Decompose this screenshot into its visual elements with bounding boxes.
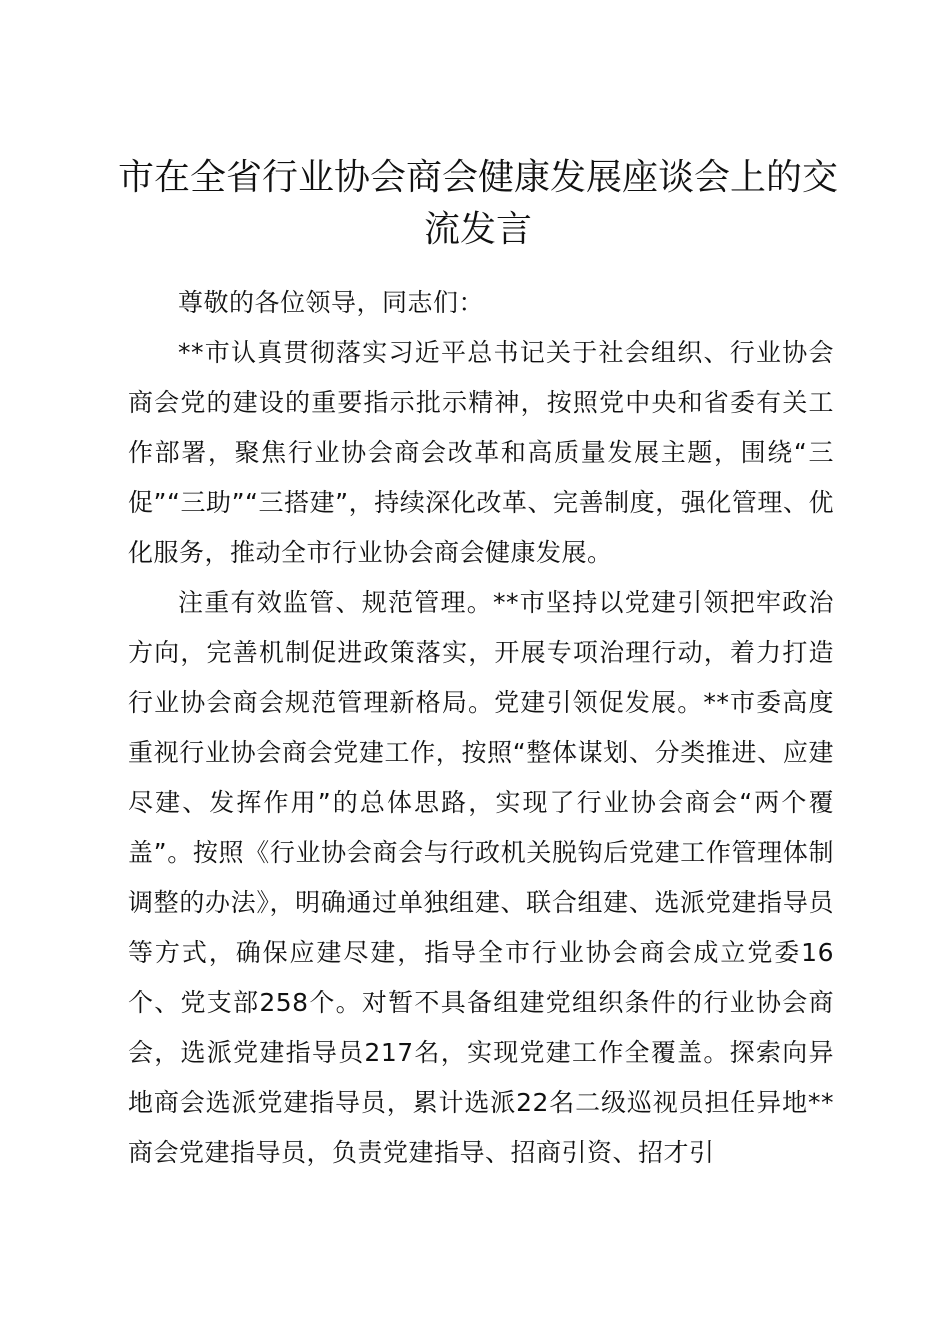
intro-paragraph: **市认真贯彻落实习近平总书记关于社会组织、行业协会商会党的建设的重要指示批示精神，按照党中央和省委有关工作部署，聚焦行业协会商会改革和高质量发展主题，围绕“三促”“三助”“三搭建”，持续深化改革、完善制度，强化管理、优化服务，推动全市行业协会商会健康发展。 xyxy=(128,338,834,567)
document-body xyxy=(128,278,834,1178)
document-title: 市在全省行业协会商会健康发展座谈会上的交流发言 xyxy=(118,157,839,250)
salutation-paragraph: 尊敬的各位领导，同志们： xyxy=(178,288,485,317)
body-paragraph: 注重有效监管、规范管理。**市坚持以党建引领把牢政治方向，完善机制促进政策落实，开展专项治理行动，着力打造行业协会商会规范管理新格局。党建引领促发展。**市委高度重视行业协会商会党建工作，按照“整体谋划、分类推进、应建尽建、发挥作用”的总体思路，实现了行业协会商会“两个覆盖”。按照《行业协会商会与行政机关脱钩后党建工作管理体制调整的办法》，明确通过单独组建、联合组建、选派党建指导员等方式，确保应建尽建，指导全市行业协会商会成立党委16个、党支部258个。对暂不具备组建党组织条件的行业协会商会，选派党建指导员217名，实现党建工作全覆盖。探索向异地商会选派党建指导员，累计选派22名二级巡视员担任异地**商会党建指导员，负责党建指导、招商引资、招才引 xyxy=(128,588,834,1167)
